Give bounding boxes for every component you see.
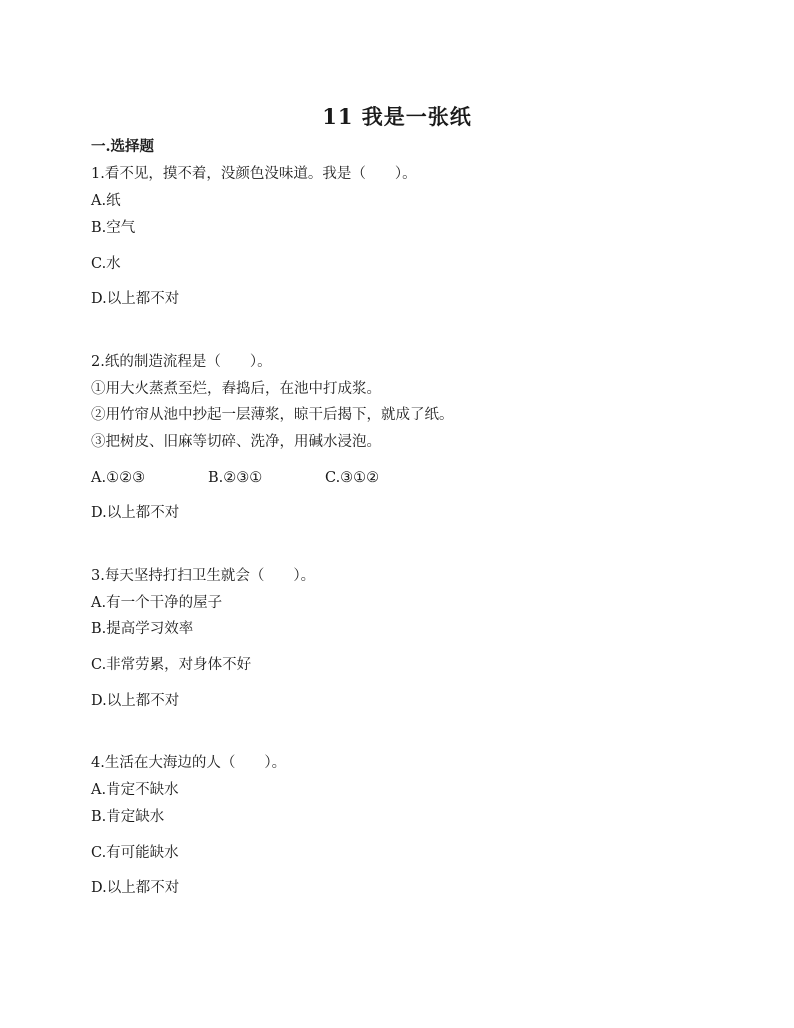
question-4-stem: 4.生活在大海边的人（ ）。 — [91, 755, 287, 771]
question-2-option-a: A.①②③ — [91, 470, 146, 486]
question-4-option-a: A.肯定不缺水 — [91, 782, 179, 798]
question-4-option-d: D.以上都不对 — [91, 880, 180, 896]
question-1-option-d: D.以上都不对 — [91, 291, 180, 307]
page-title: 11 我是一张纸 — [322, 104, 472, 129]
question-3-option-c: C.非常劳累，对身体不好 — [91, 657, 252, 673]
question-1-option-b: B.空气 — [91, 220, 136, 236]
question-2-step-2: ②用竹帘从池中抄起一层薄浆，晾干后揭下，就成了纸。 — [91, 407, 454, 423]
question-1-stem: 1.看不见，摸不着，没颜色没味道。我是（ ）。 — [91, 166, 417, 182]
question-1-option-c: C.水 — [91, 256, 121, 272]
question-2-step-1: ①用大火蒸煮至烂，舂捣后，在池中打成浆。 — [91, 381, 381, 397]
question-3-option-a: A.有一个干净的屋子 — [91, 595, 223, 611]
question-2-option-c: C.③①② — [325, 470, 380, 486]
question-2-option-b: B.②③① — [208, 470, 263, 486]
question-2-stem: 2.纸的制造流程是（ ）。 — [91, 354, 272, 370]
question-2-option-d: D.以上都不对 — [91, 505, 180, 521]
question-3-option-d: D.以上都不对 — [91, 693, 180, 709]
question-3-stem: 3.每天坚持打扫卫生就会（ ）。 — [91, 568, 316, 584]
question-2-step-3: ③把树皮、旧麻等切碎、洗净，用碱水浸泡。 — [91, 434, 381, 450]
question-4-option-c: C.有可能缺水 — [91, 845, 179, 861]
question-1-option-a: A.纸 — [91, 193, 121, 209]
section-heading: 一.选择题 — [91, 138, 155, 155]
question-3-option-b: B.提高学习效率 — [91, 621, 194, 637]
question-4-option-b: B.肯定缺水 — [91, 809, 165, 825]
